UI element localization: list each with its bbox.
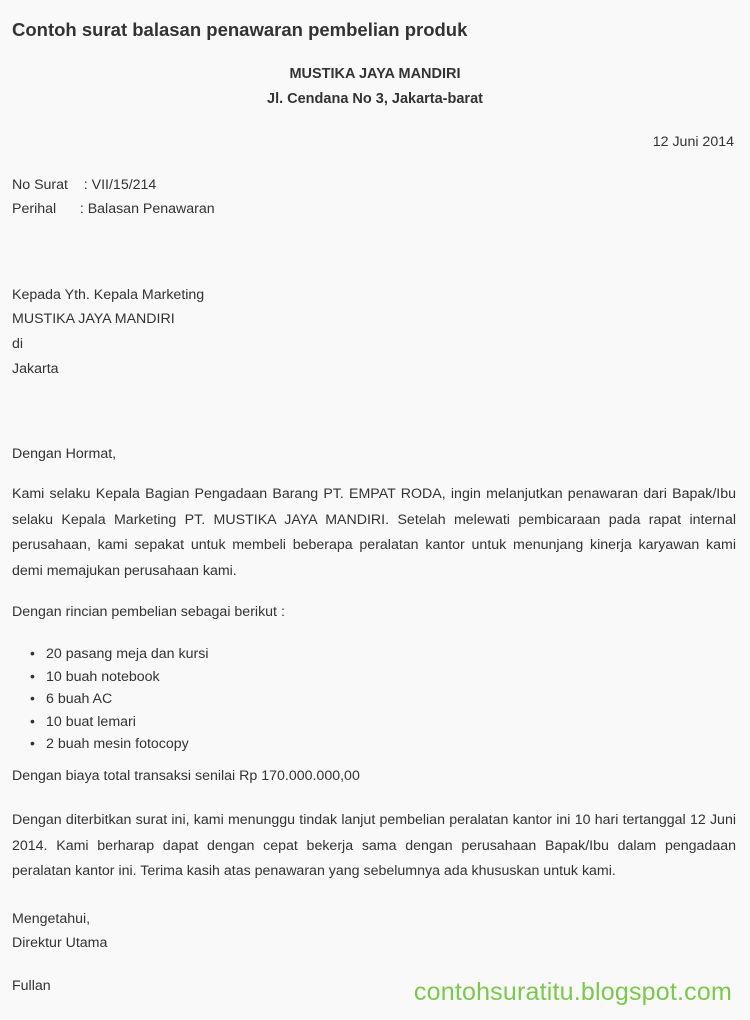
total-cost: Dengan biaya total transaksi senilai Rp 170.000.000,00 (12, 768, 360, 784)
letter-number: No Surat : VII/15/214 (12, 177, 157, 193)
recipient-line-3: di (12, 336, 24, 352)
list-item: • 10 buah notebook (30, 666, 208, 689)
list-item: • 2 buah mesin fotocopy (30, 733, 208, 756)
list-item: • 10 buat lemari (30, 711, 208, 734)
recipient-line-4: Jakarta (12, 361, 59, 377)
details-intro: Dengan rincian pembelian sebagai berikut : (12, 604, 285, 620)
closing-position: Direktur Utama (12, 935, 108, 951)
paragraph-intro: Kami selaku Kepala Bagian Pengadaan Barang PT. EMPAT RODA, ingin melanjutkan penawaran dari Bapak/Ibu selaku Kepala Marketing PT. MUSTIKA JAYA MANDIRI. Setelah melewati pembicaraan pada rapat internal perusahaan, kami sepakat untuk membeli beberapa peralatan kantor untuk menunjang kinerja karyawan kami demi memajukan perusahaan kami. (12, 486, 736, 579)
greeting: Dengan Hormat, (12, 446, 117, 462)
letterhead-address: Jl. Cendana No 3, Jakarta-barat (267, 91, 483, 107)
page-title: Contoh surat balasan penawaran pembelian produk (12, 19, 468, 40)
letterhead-company: MUSTIKA JAYA MANDIRI (289, 66, 461, 82)
paragraph-closing: Dengan diterbitkan surat ini, kami menunggu tindak lanjut pembelian peralatan kantor ini 10 hari tertanggal 12 Juni 2014. Kami berharap dapat dengan cepat bekerja sama dengan perusahaan Bapak/Ibu dalam pengadaan peralatan kantor ini. Terima kasih atas penawaran yang sebelumnya ada khususkan untuk kami. (12, 812, 736, 879)
list-item: • 6 buah AC (30, 688, 208, 711)
blog-watermark: contohsuratitu.blogspot.com (413, 978, 732, 1006)
list-item: • 20 pasang meja dan kursi (30, 643, 208, 666)
recipient-line-2: MUSTIKA JAYA MANDIRI (12, 311, 175, 327)
signer-name: Fullan (12, 978, 51, 994)
purchase-item-list (30, 643, 208, 756)
closing-acknowledged: Mengetahui, (12, 911, 91, 927)
letter-subject: Perihal : Balasan Penawaran (12, 201, 215, 217)
letter-date: 12 Juni 2014 (652, 134, 734, 150)
recipient-line-1: Kepada Yth. Kepala Marketing (12, 287, 205, 303)
